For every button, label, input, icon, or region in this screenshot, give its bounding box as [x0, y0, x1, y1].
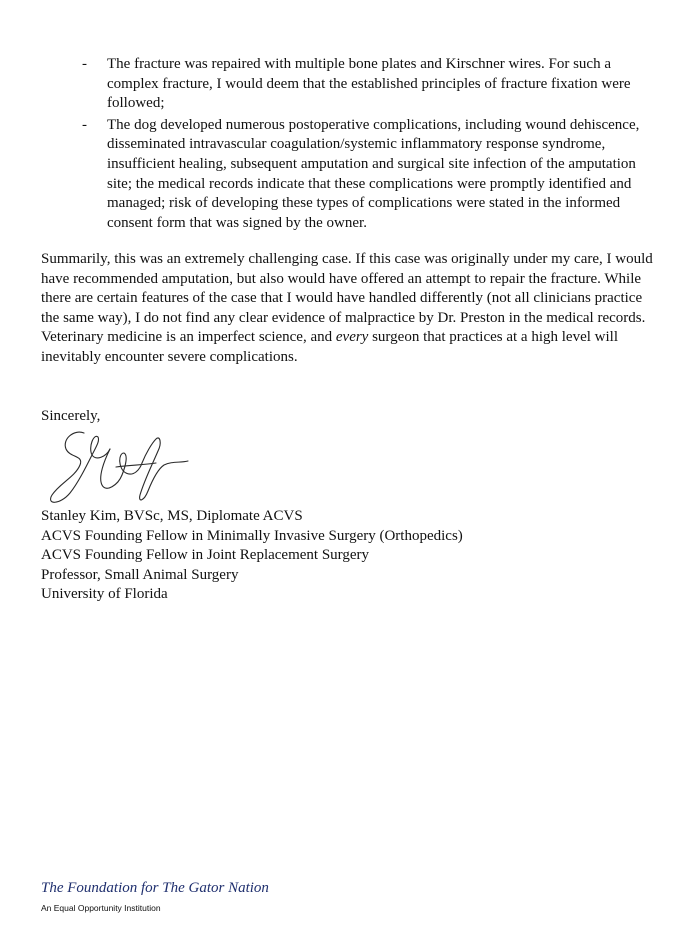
bullet-dash: -	[82, 116, 87, 133]
footer-tagline: The Foundation for The Gator Nation	[41, 880, 269, 896]
finding-text: The fracture was repaired with multiple bone plates and Kirschner wires. For such a complex fracture, I would deem that the established principles of fracture fixation were followed;	[107, 56, 631, 112]
handwritten-signature	[40, 425, 200, 507]
signer-credential: ACVS Founding Fellow in Minimally Invasive Surgery (Orthopedics)	[41, 527, 463, 544]
signer-name: Stanley Kim, BVSc, MS, Diplomate ACVS	[41, 508, 303, 524]
bullet-dash: -	[82, 56, 87, 72]
finding-text: The dog developed numerous postoperative complications, including wound dehiscence, disseminated intravascular coagulation/systemic inflammatory response syndrome, insufficient healing, subsequent amputation and surgical site infection of the amputation site; the medical records indicate that these complications were promptly identified and managed; risk of developing these types of complications were stated in the informed consent form that was signed by the owner.	[107, 116, 640, 231]
findings-list	[80, 55, 655, 235]
signer-title: Professor, Small Animal Surgery	[41, 566, 239, 583]
summary-text-start: Summarily, this was an extremely challenging case. If this case was originally under my care, I would have recommended amputation, but also would have offered an attempt to repair the fracture. While there are certain features of the case that I would have handled differently (not all clinicians practice the same way), I do not find any clear evidence of malpractice by Dr. Preston in the medical records. Veterinary medicine is an imperfect science, and	[41, 251, 653, 346]
footer-equal-opportunity: An Equal Opportunity Institution	[41, 903, 161, 913]
signature-block	[41, 507, 463, 605]
summary-paragraph	[41, 250, 655, 368]
finding-item	[80, 116, 655, 234]
summary-emphasis: every	[335, 329, 369, 346]
signer-institution: University of Florida	[41, 586, 168, 603]
summary-text-end: surgeon that practices at a high level will inevitably encounter severe complications.	[41, 329, 618, 365]
closing-salutation: Sincerely,	[41, 408, 101, 424]
signer-credential: ACVS Founding Fellow in Joint Replacement Surgery	[41, 547, 370, 564]
finding-item	[80, 55, 655, 114]
